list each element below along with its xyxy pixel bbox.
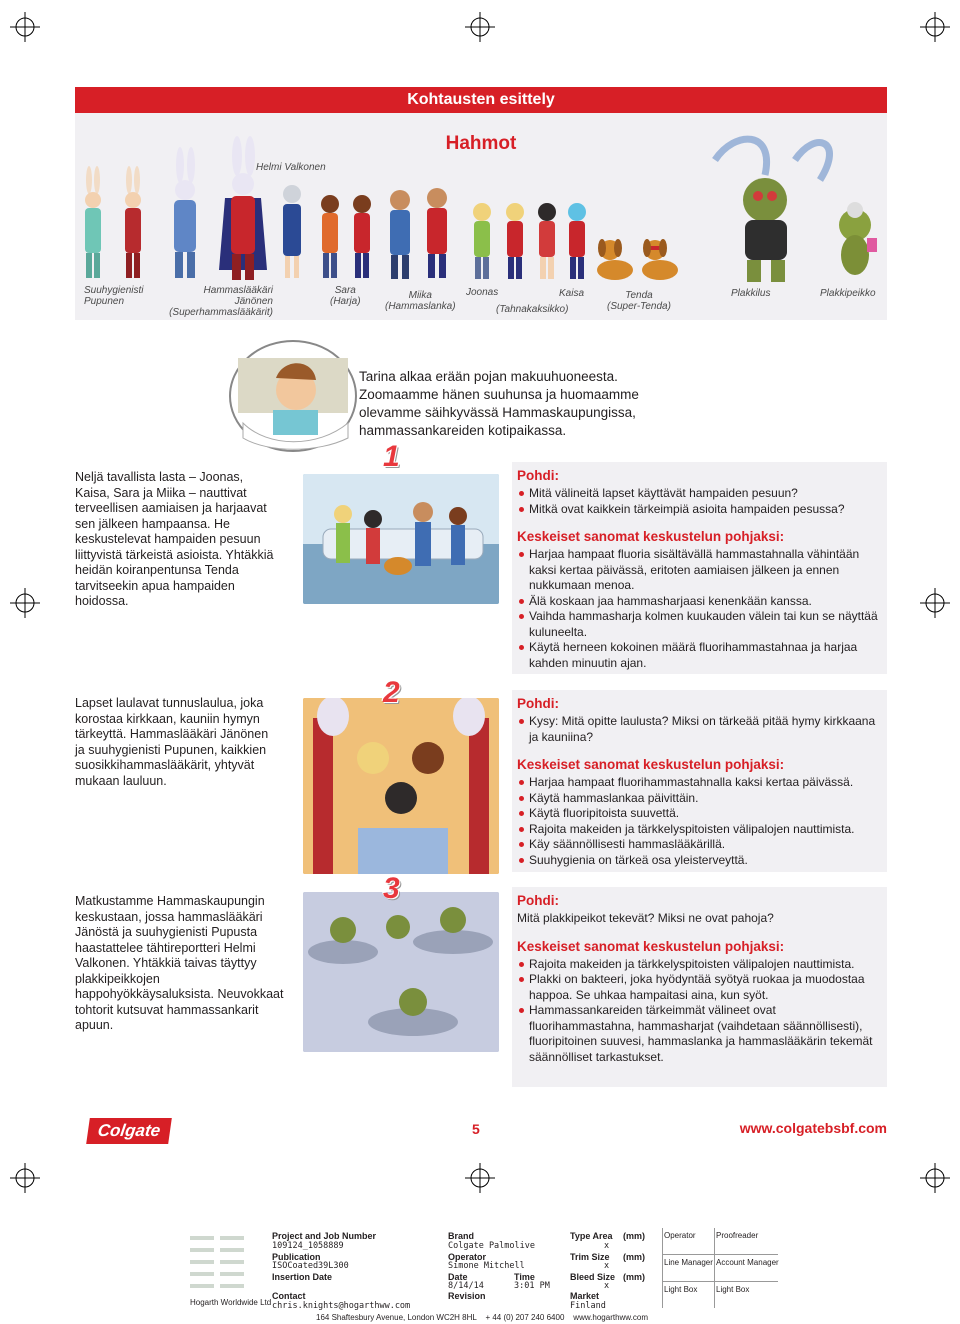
scene-2-key-title: Keskeiset sanomat keskustelun pohjaksi:: [517, 757, 785, 772]
colgate-logo: Colgate: [86, 1118, 172, 1144]
scene-3-image: [303, 892, 499, 1052]
scene-1-key-item: Vaihda hammasharja kolmen kuukauden välein tai kun se näyttää kuluneelta.: [517, 609, 882, 640]
character-sara: [321, 195, 339, 278]
slug-operator-label: Operator: [448, 1252, 487, 1262]
slug-light2: Light Box: [716, 1285, 750, 1294]
slug-date: 8/14/14: [448, 1281, 484, 1291]
scene-2-key-item: Rajoita makeiden ja tärkkelyspitoisten välipalojen nauttimista.: [517, 822, 882, 838]
slug-proof: Proofreader: [716, 1231, 759, 1240]
intro-illustration: [228, 338, 358, 453]
slug-op: Operator: [664, 1231, 696, 1240]
slug-line-mgr: Line Manager: [664, 1258, 713, 1267]
label-plakkilus: Plakkilus: [731, 288, 771, 299]
slug-bleed-label: Bleed Size: [570, 1272, 616, 1282]
registration-mark: [10, 1163, 40, 1193]
label-kaisa: Kaisa: [559, 288, 585, 299]
character-tenda: [597, 239, 633, 280]
scene-2-key-item: Käy säännöllisesti hammaslääkärillä.: [517, 837, 882, 853]
slug-company: Hogarth Worldwide Ltd: [190, 1298, 272, 1307]
registration-mark: [10, 12, 40, 42]
label-miika: Miika (Hammaslanka): [385, 290, 456, 312]
footer-url[interactable]: www.colgatebsbf.com: [739, 1120, 887, 1136]
scene-3-pohdi-title: Pohdi:: [517, 893, 559, 908]
scene-1-pohdi-item: Mitkä ovat kaikkein tärkeimpiä asioita hampaiden pesussa?: [517, 502, 882, 518]
slug-trim-unit: (mm): [623, 1252, 645, 1262]
slug-market: Finland: [570, 1301, 606, 1311]
slug-brand-label: Brand: [448, 1231, 475, 1241]
slug-revision-label: Revision: [448, 1291, 486, 1301]
scene-1-key-item: Harjaa hampaat fluoria sisältävällä hammastahnalla vähintään kaksi kertaa päivässä, eritoten aamiaisen jälkeen ja ennen nukkumaan menoa.: [517, 547, 882, 594]
slug-project: 109124_1058889: [272, 1241, 344, 1251]
slug-publication-label: Publication: [272, 1252, 321, 1262]
scene-3-key-item: Rajoita makeiden ja tärkkelyspitoisten välipalojen nauttimista.: [517, 957, 882, 973]
slug-type-label: Type Area: [570, 1231, 613, 1241]
character-janonen-super: [219, 136, 267, 280]
scene-3-key-title: Keskeiset sanomat keskustelun pohjaksi:: [517, 938, 785, 954]
label-pupunen: Suuhygienisti Pupunen: [84, 285, 144, 307]
character-tenda-super: [642, 239, 678, 280]
scene-1-image: [303, 474, 499, 604]
slug-time: 3:01 PM: [514, 1281, 550, 1291]
slug-brand: Colgate Palmolive: [448, 1241, 535, 1251]
scene-2-key-item: Käytä hammaslankaa päivittäin.: [517, 791, 882, 807]
scene-3-pohdi-text: Mitä plakkipeikot tekevät? Miksi ne ovat pahoja?: [517, 911, 774, 925]
scene-1-story: Neljä tavallista lasta – Joonas, Kaisa, Sara ja Miika – nauttivat terveellisen aamiaisen ja harjaavat sen jälkeen hampaansa. He keskustelevat hampaiden pesuun liittyvistä tärkeistä asioista. Yhtäkkiä heidän koiranpentunsa Tenda tarvitseekin apua hampaiden hoidossa.: [75, 470, 274, 608]
characters-heading: Hahmot: [445, 133, 517, 154]
registration-mark: [920, 1163, 950, 1193]
scene-3-discussion-box: [512, 887, 887, 1087]
character-miika: [390, 190, 410, 279]
slug-type-unit: (mm): [623, 1231, 645, 1241]
registration-mark: [10, 588, 40, 618]
character-pupunen: [85, 166, 101, 278]
registration-mark: [920, 588, 950, 618]
slug-contact-label: Contact: [272, 1291, 306, 1301]
character-kaisa-super: [568, 203, 586, 279]
print-slug: [186, 1228, 786, 1324]
slug-acct-mgr: Account Manager: [716, 1258, 779, 1267]
label-helmi: Helmi Valkonen: [256, 162, 326, 173]
intro-text: Tarina alkaa erään pojan makuuhuoneesta. Zoomaamme hänen suuhunsa ja huomaamme olevamme säihkyvässä Hammaskaupungissa, hammassankareiden kotipaikassa.: [359, 369, 639, 438]
slug-publication: ISOCoated39L300: [272, 1261, 349, 1271]
scene-3-story: Matkustamme Hammaskaupungin keskustaan, jossa hammaslääkäri Jänöstä ja suuhygienisti Pupusta haastattelee tähtireportteri Helmi Valkonen. Yhtäkkiä taivas täyttyy plakkipeikkojen happohyökkäysaluksista. Neuvokkaat tohtorit kutsuvat hammassankarit apuun.: [75, 894, 284, 1032]
label-tahnakaksikko: (Tahnakaksikko): [496, 304, 569, 315]
character-joonas: [473, 203, 491, 279]
scene-2-key-item: Harjaa hampaat fluorihammastahnalla kaksi kertaa päivässä.: [517, 775, 882, 791]
slug-time-label: Time: [514, 1272, 535, 1282]
scene-3-number: 3: [383, 872, 400, 905]
scene-1-pohdi-item: Mitä välineitä lapset käyttävät hampaiden pesuun?: [517, 486, 882, 502]
character-joonas-super: [506, 203, 524, 279]
characters-illustration: [75, 120, 887, 290]
scene-2-image: [303, 698, 499, 874]
scene-2-key-item: Suuhygienia on tärkeä osa yleisterveyttä.: [517, 853, 882, 869]
slug-trim-label: Trim Size: [570, 1252, 610, 1262]
slug-type: x: [604, 1241, 610, 1251]
slug-trim: x: [604, 1261, 610, 1271]
slug-operator: Simone Mitchell: [448, 1261, 525, 1271]
slug-bleed: x: [604, 1281, 610, 1291]
label-joonas: Joonas: [466, 287, 499, 298]
scene-2-pohdi-title: Pohdi:: [517, 696, 559, 711]
section-banner: Kohtausten esittely: [75, 87, 887, 113]
character-miika-super: [427, 188, 447, 278]
registration-mark: [465, 12, 495, 42]
label-sara: Sara (Harja): [330, 285, 361, 307]
scene-2-pohdi-item: Kysy: Mitä opitte laulusta? Miksi on tärkeää pitää hymy kirkkaana ja kauniina?: [517, 714, 882, 745]
slug-project-label: Project and Job Number: [272, 1231, 377, 1241]
scene-2-number: 2: [383, 676, 400, 709]
scene-1-key-title: Keskeiset sanomat keskustelun pohjaksi:: [517, 529, 785, 544]
label-tenda: Tenda (Super-Tenda): [607, 290, 671, 312]
character-pupunen-super: [125, 166, 141, 278]
label-plakkipeikko: Plakkipeikko: [820, 288, 876, 299]
character-plakkipeikko: [839, 202, 877, 275]
slug-market-label: Market: [570, 1291, 600, 1301]
slug-insertion-label: Insertion Date: [272, 1272, 333, 1282]
scene-1-pohdi-title: Pohdi:: [517, 468, 559, 483]
scene-1-discussion-box: [512, 462, 887, 674]
character-janonen: [174, 147, 196, 278]
registration-mark: [465, 1163, 495, 1193]
scene-1-key-item: Älä koskaan jaa hammasharjaasi kenenkään kanssa.: [517, 594, 882, 610]
slug-light1: Light Box: [664, 1285, 698, 1294]
scene-3-key-item: Plakki on bakteeri, joka hyödyntää syötyä ruokaa ja muodostaa happoa. Se uhkaa hampaitasi aina, kun syöt.: [517, 972, 882, 1003]
character-sara-super: [353, 195, 371, 278]
page-number: 5: [472, 1121, 480, 1137]
scene-1-number: 1: [383, 440, 400, 473]
scene-2-key-item: Käytä fluoripitoista suuvettä.: [517, 806, 882, 822]
scene-3-key-item: Hammassankareiden tärkeimmät välineet ovat fluorihammastahna, hammasharjat (vaihdetaan säännöllisesti), fluoripitoinen suuvesi, hammaslanka ja hammaslääkärin tekemät säännölliset tarkastukset.: [517, 1003, 882, 1065]
character-kaisa: [538, 203, 556, 279]
slug-contact: chris.knights@hogarthww.com: [272, 1301, 411, 1311]
slug-bleed-unit: (mm): [623, 1272, 645, 1282]
slug-date-label: Date: [448, 1272, 468, 1282]
scene-2-story: Lapset laulavat tunnuslaulua, joka korostaa kirkkaan, kauniin hymyn tärkeyttä. Hammaslääkäri Jänönen ja suuhygienisti Pupunen, kaikkien suosikkihammaslääkärit, yhtyvät mukaan lauluun.: [75, 696, 269, 788]
character-plakkilus: [715, 139, 830, 282]
label-janonen: Hammaslääkäri Jänönen (Superhammaslääkärit): [169, 285, 273, 318]
scene-2-discussion-box: [512, 690, 887, 872]
slug-address: 164 Shaftesbury Avenue, London WC2H 8HL + 44 (0) 207 240 6400 www.hogarthww.com: [316, 1313, 648, 1322]
registration-mark: [920, 12, 950, 42]
character-helmi: [283, 185, 301, 278]
scene-1-key-item: Käytä herneen kokoinen määrä fluorihammastahnaa ja harjaa kahden minuutin ajan.: [517, 640, 882, 671]
